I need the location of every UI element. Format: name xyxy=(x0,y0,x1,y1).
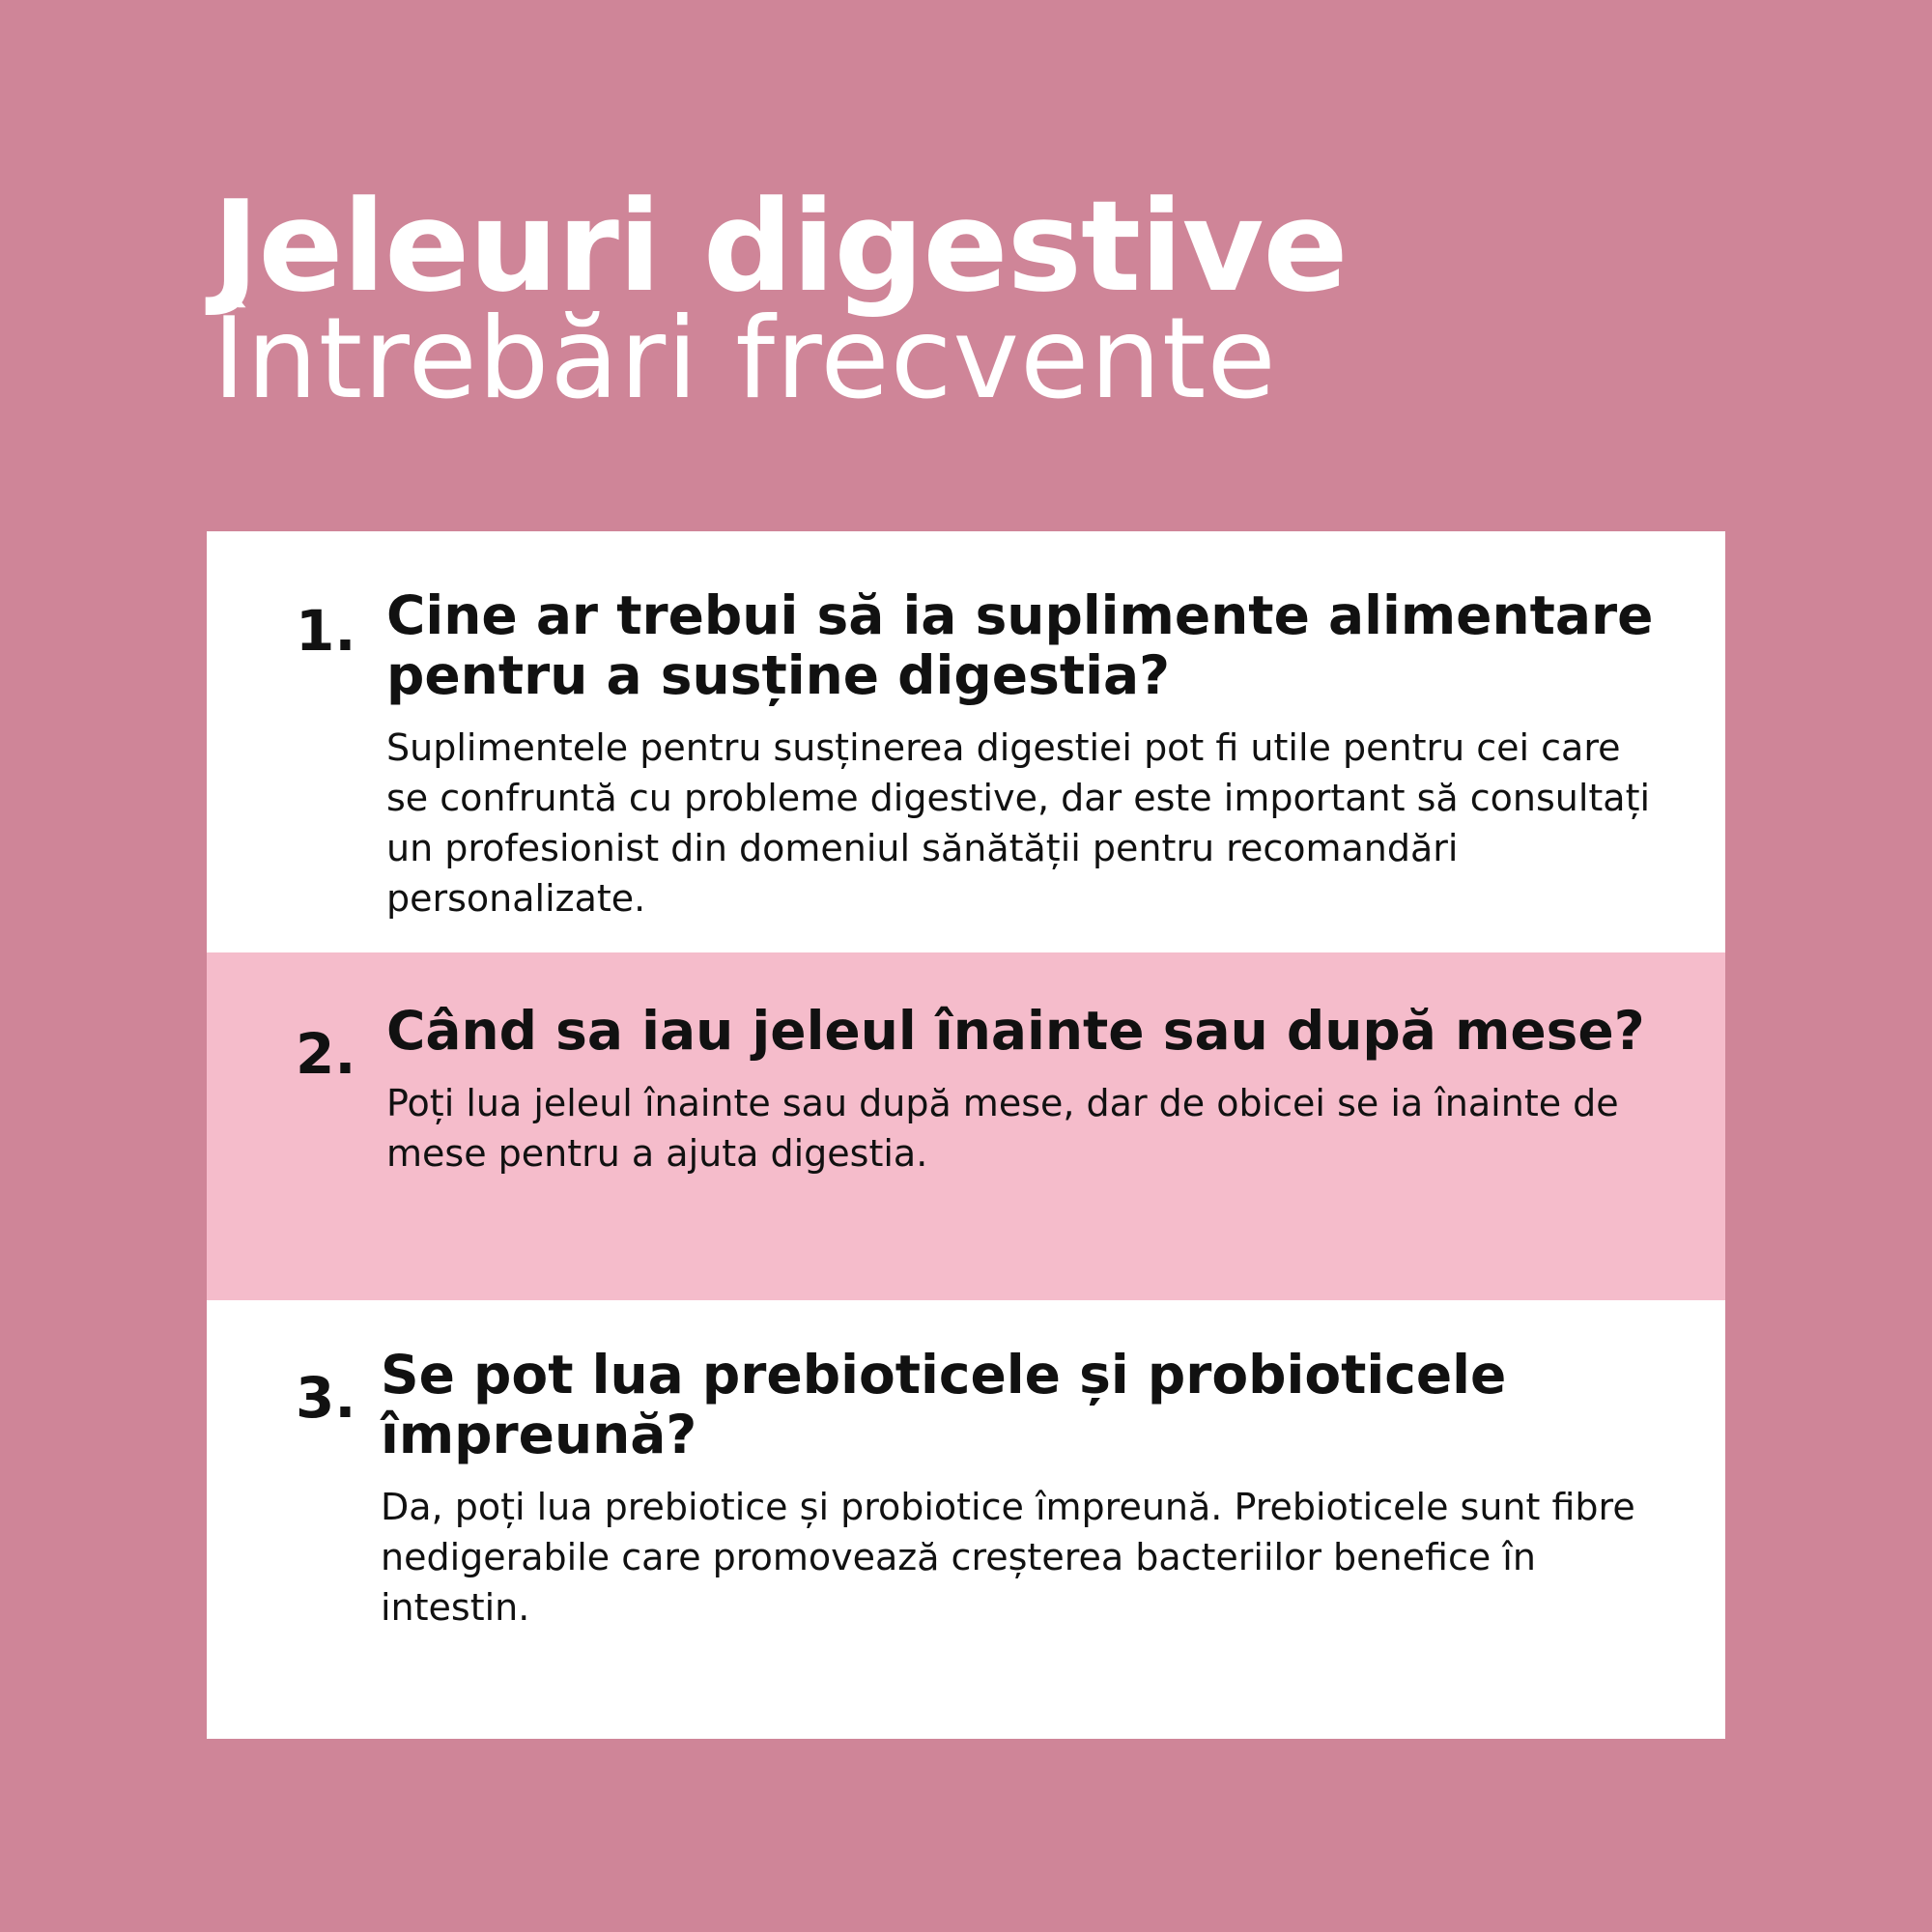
faq-item-1 xyxy=(207,531,1725,952)
faq-question: Când sa iau jeleul înainte sau după mese? xyxy=(386,1000,1645,1062)
faq-number: 3. xyxy=(296,1365,356,1431)
faq-item-2 xyxy=(207,952,1725,1300)
faq-content xyxy=(386,585,1671,923)
faq-card xyxy=(207,531,1725,1739)
faq-answer: Poți lua jeleul înainte sau după mese, dar de obicei se ia înainte de mese pentru a ajuta digestia. xyxy=(386,1082,1619,1175)
faq-answer: Da, poți lua prebiotice și probiotice împreună. Prebioticele sunt fibre nedigerabile care promovează creșterea bacteriilor benefice în intestin. xyxy=(381,1486,1635,1629)
faq-question: Se pot lua prebioticele și probioticele împreună? xyxy=(381,1344,1507,1465)
faq-number: 1. xyxy=(296,598,356,664)
faq-answer: Suplimentele pentru susținerea digestiei pot fi utile pentru cei care se confruntă cu probleme digestive, dar este important să consultați un profesionist din domeniul sănătății pentru recomandări personalizate. xyxy=(386,726,1651,920)
page-title: Jeleuri digestive xyxy=(213,173,1348,320)
faq-question: Cine ar trebui să ia suplimente alimentare pentru a susține digestia? xyxy=(386,584,1654,706)
faq-content xyxy=(386,1001,1671,1179)
faq-item-3 xyxy=(207,1300,1725,1739)
faq-number: 2. xyxy=(296,1021,356,1087)
faq-content xyxy=(381,1345,1665,1633)
page-header xyxy=(213,173,1719,424)
page-subtitle: Întrebări frecvente xyxy=(213,294,1277,424)
